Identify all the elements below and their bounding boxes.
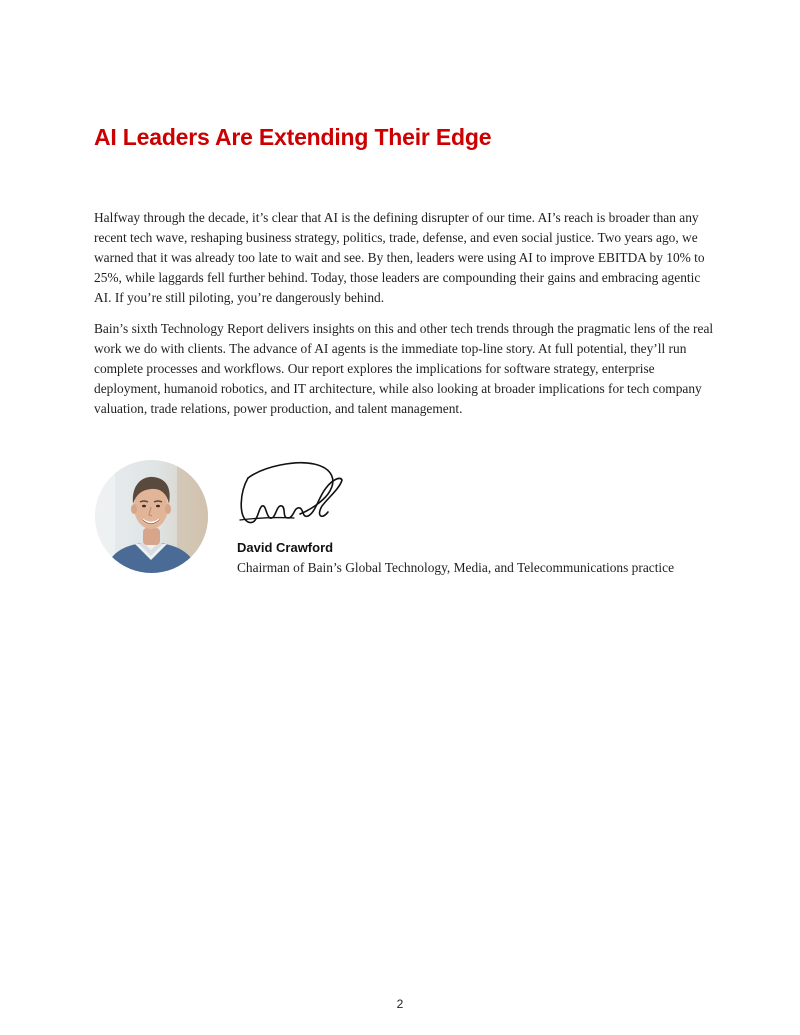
author-name: David Crawford	[237, 540, 334, 555]
body-text	[94, 208, 714, 430]
handwritten-signature-icon	[236, 458, 348, 528]
paragraph-intro: Halfway through the decade, it’s clear that AI is the defining disrupter of our time. AI’s reach is broader than any recent tech wave, reshaping business strategy, politics, trade, defense, and even social justice. Two years ago, we warned that it was already too late to wait and see. By then, leaders were using AI to improve EBITDA by 10% to 25%, while laggards fell further behind. Today, those leaders are compounding their gains and embracing agentic AI. If you’re still piloting, you’re dangerously behind.	[94, 210, 705, 305]
author-portrait-icon	[95, 460, 208, 573]
paragraph-report: Bain’s sixth Technology Report delivers insights on this and other tech trends through the pragmatic lens of the real work we do with clients. The advance of AI agents is the immediate top-line story. At full potential, they’ll run complete processes and workflows. Our report explores the implications for software strategy, enterprise deployment, humanoid robotics, and IT architecture, while also looking at broader implications for tech company valuation, trade relations, power production, and talent management.	[94, 321, 714, 416]
page-heading: AI Leaders Are Extending Their Edge	[94, 124, 492, 150]
page-number: 2	[396, 997, 404, 1011]
author-title: Chairman of Bain’s Global Technology, Media, and Telecommunications practice	[237, 560, 675, 575]
